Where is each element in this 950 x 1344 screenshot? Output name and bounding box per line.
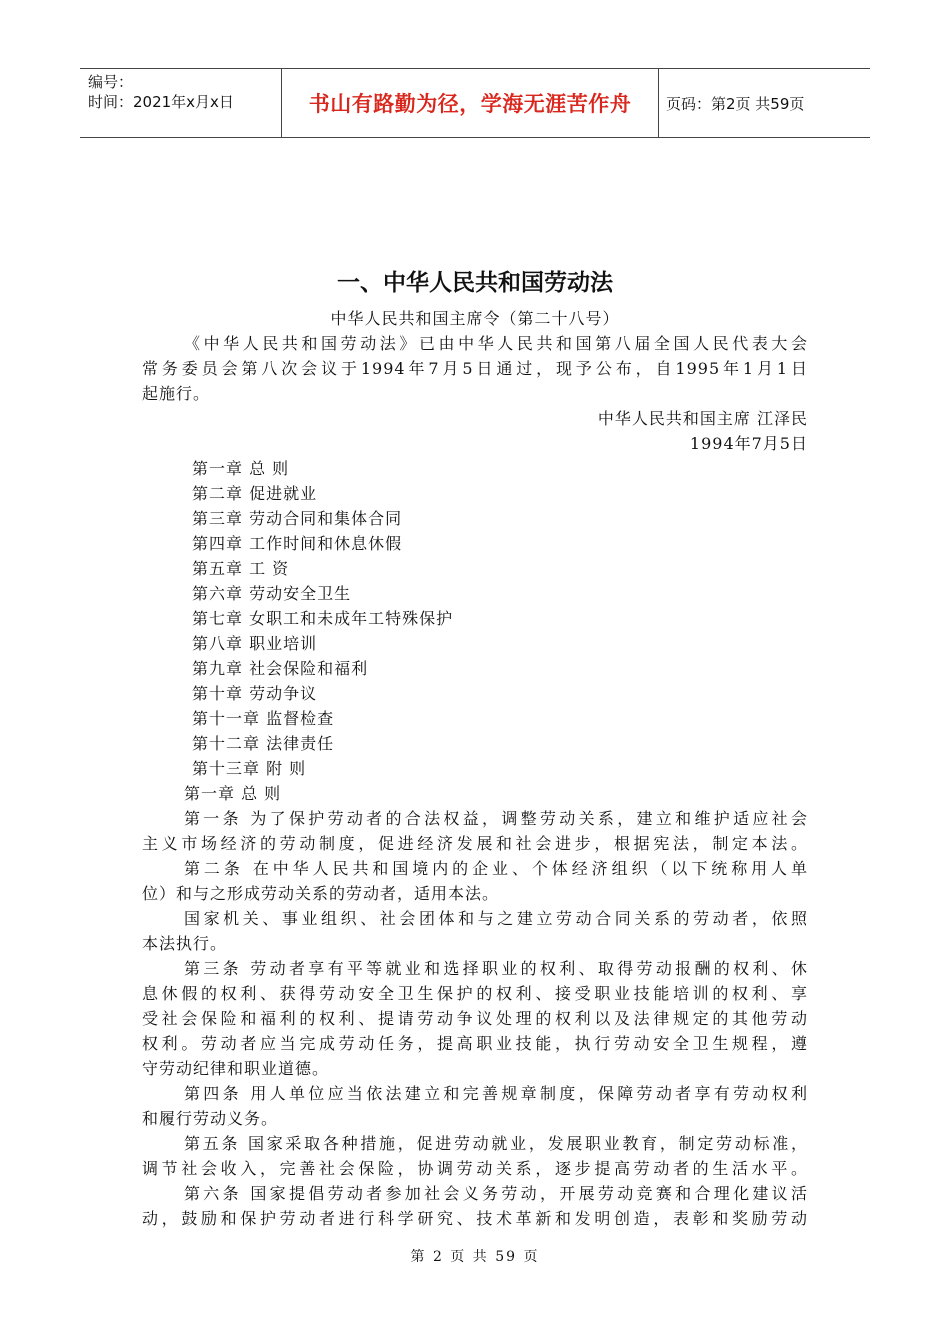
header-page-info: 页码：第2页 共59页 <box>666 94 805 113</box>
body-line: 第四条 用人单位应当依法建立和完善规章制度，保障劳动者享有劳动权利 <box>184 1084 808 1103</box>
body-line: 动，鼓励和保护劳动者进行科学研究、技术革新和发明创造，表彰和奖励劳动 <box>142 1209 808 1228</box>
toc-item: 第三章 劳动合同和集体合同 <box>192 509 403 528</box>
table-of-contents <box>142 456 808 781</box>
body-line: 第一条 为了保护劳动者的合法权益，调整劳动关系，建立和维护适应社会 <box>184 809 808 828</box>
body-line: 第二条 在中华人民共和国境内的企业、个体经济组织（以下统称用人单 <box>184 859 808 878</box>
toc-item: 第八章 职业培训 <box>192 634 318 653</box>
toc-item: 第十章 劳动争议 <box>192 684 318 703</box>
toc-item: 第四章 工作时间和休息休假 <box>192 534 403 553</box>
page-header <box>80 68 870 138</box>
header-code-label: 编号： <box>88 73 134 91</box>
toc-item: 第一章 总 则 <box>192 459 290 478</box>
toc-item: 第十二章 法律责任 <box>192 734 335 753</box>
document-title: 一、中华人民共和国劳动法 <box>337 270 613 296</box>
decree-line: 中华人民共和国主席令（第二十八号） <box>330 309 620 328</box>
toc-item: 第二章 促进就业 <box>192 484 318 503</box>
body-line: 受社会保险和福利的权利、提请劳动争议处理的权利以及法律规定的其他劳动 <box>142 1009 808 1028</box>
sign-date-line: 1994年7月5日 <box>689 434 808 453</box>
toc-item: 第十一章 监督检查 <box>192 709 335 728</box>
body-line: 国家机关、事业组织、社会团体和与之建立劳动合同关系的劳动者，依照 <box>184 909 808 928</box>
toc-item: 第六章 劳动安全卫生 <box>192 584 352 603</box>
body-line: 本法执行。 <box>142 934 228 953</box>
intro-line: 常务委员会第八次会议于1994年7月5日通过，现予公布，自1995年1月1日 <box>142 359 808 378</box>
signer-line: 中华人民共和国主席 江泽民 <box>597 409 808 428</box>
body-line: 守劳动纪律和职业道德。 <box>142 1059 330 1078</box>
intro-line: 《中华人民共和国劳动法》已由中华人民共和国第八届全国人民代表大会 <box>184 334 808 353</box>
header-motto: 书山有路勤为径，学海无涯苦作舟 <box>281 69 659 137</box>
header-meta <box>80 69 281 137</box>
body-line: 和履行劳动义务。 <box>142 1109 279 1128</box>
body-line: 息休假的权利、获得劳动安全卫生保护的权利、接受职业技能培训的权利、享 <box>142 984 808 1003</box>
toc-item: 第九章 社会保险和福利 <box>192 659 369 678</box>
body-line: 调节社会收入，完善社会保险，协调劳动关系，逐步提高劳动者的生活水平。 <box>142 1159 808 1178</box>
body-line: 位）和与之形成劳动关系的劳动者，适用本法。 <box>142 884 500 903</box>
toc-item: 第十三章 附 则 <box>192 759 307 778</box>
header-date-label: 时间：2021年x月x日 <box>88 93 234 111</box>
body-line: 第三条 劳动者享有平等就业和选择职业的权利、取得劳动报酬的权利、休 <box>184 959 808 978</box>
body-line: 第五条 国家采取各种措施，促进劳动就业，发展职业教育，制定劳动标准， <box>184 1134 808 1153</box>
page-footer: 第 2 页 共 59 页 <box>410 1249 540 1265</box>
body-line: 权利。劳动者应当完成劳动任务，提高职业技能，执行劳动安全卫生规程，遵 <box>142 1034 808 1053</box>
document-body <box>142 306 808 1231</box>
toc-item: 第五章 工 资 <box>192 559 290 578</box>
body-line: 主义市场经济的劳动制度，促进经济发展和社会进步，根据宪法，制定本法。 <box>142 834 808 853</box>
intro-line: 起施行。 <box>142 384 211 403</box>
toc-item: 第七章 女职工和未成年工特殊保护 <box>192 609 454 628</box>
body-line: 第六条 国家提倡劳动者参加社会义务劳动，开展劳动竞赛和合理化建议活 <box>184 1184 808 1203</box>
chapter-heading: 第一章 总 则 <box>184 784 282 803</box>
